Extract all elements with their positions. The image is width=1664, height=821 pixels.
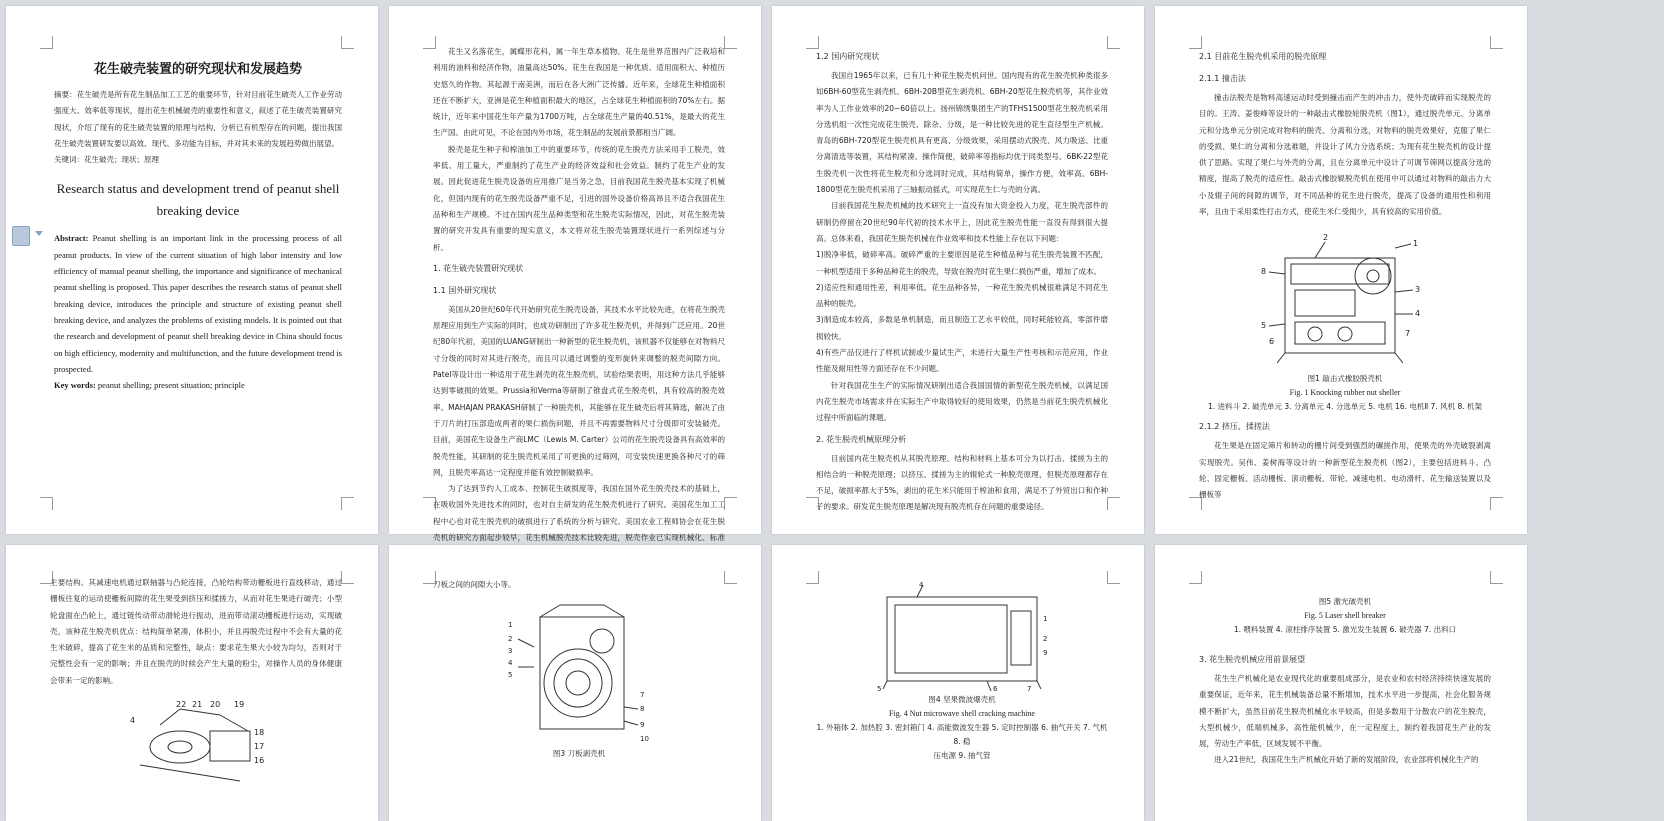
keywords-cn: 关键词：花生破壳；现状；原理 [54,155,159,165]
svg-text:10: 10 [640,735,649,744]
svg-text:9: 9 [1043,649,1048,657]
svg-text:2: 2 [508,635,513,644]
paragraph: 为了达到节约人工成本、控制花生破损度等，我国在国外花生脱壳技术的基础上，在吸收国外先进技术的同时，也对自主研发的花生脱壳机进行了研究。美国花生加工工程中心也对花生脱壳机的破损进行了系统的分析与研究。美国农业工程师协会在花生脱壳机的研究方面起步较早，花生机械脱壳技术比较先进，脱壳作业已实现机械化、标准 [433,484,725,543]
paragraph: 脱壳是花生种子和榨油加工中的重要环节，传统的花生脱壳方法采用手工脱壳，效率低、用工量大，严重制约了花生产业的经济效益和社会效益。制约了花生产业的发展。因此促进花生脱壳设备的应用推广是当务之急，目前我国花生脱壳基本实现了机械化，但国内现有的花生脱壳设备严重不足，引进的国外设备价格高昂且不适合我国花生品种和生产规模。不过在国内花生品种类型和花生脱壳实际情况，因此，对花生脱壳装置的研究开发具有重要的现实意义，本文将对花生脱壳装置现状进行一系列综述与分析。 [433,144,725,252]
svg-text:1: 1 [508,621,513,630]
crop-mark [1107,571,1120,584]
doc-page-3 [772,6,1144,534]
crop-mark [724,571,737,584]
paragraph: 花生又名落花生，属蝶形花科，属一年生草本植物。花生是世界范围内广泛栽培和利用的油料和经济作物，油量高达50%。花生在我国是一种优质、适用面积大、种植历史悠久的作物。其起源于南美洲，而后在各大洲广泛传播。近年来，全球花生种植面积还在不断扩大，亚洲是花生种植面积最大的地区，占全球花生种植面积的70%左右。据统计，近年来中国花生年产量为1700万吨，占全球花生产量的40.51%，是最大的花生生产国。由此可见，不论在国内外市场，花生制品的发展前景都相当广阔。 [433,47,725,138]
crop-mark [40,497,53,510]
paragraph: 我国自1965年以来，已有几十种花生脱壳机问世。国内现有的花生脱壳机种类很多如6BH-60型花生剥壳机、6BH-20B型花生剥壳机、6BH-20型花生脱壳机等，其作业效率为人工作业效率的20~60倍以上。扬州锦绣集团生产的TFHS1500型花生脱壳机采用分选机组一次性完成花生脱壳、除杂、分级，是一种比较先进的花生直径型生产机械。青岛的6BH-720型花生脱壳机具有更高、分级效果，采用摆动式脱壳、风力吸送、比重分离清选等装置，其结构紧凑、操作简便，破碎率等指标均优于同类型号。6BK-22型花生脱壳机一次性将花生脱壳和分选同时完成，其结构简单，操作方便，效率高。6BH-1800型花生脱壳机采用了三轴振动摇式，可实现花生仁与壳的分离。 [816,71,1108,195]
svg-text:5: 5 [877,685,882,693]
section-heading: 3. 花生脱壳机械应用前景展望 [1199,655,1306,664]
paragraph: 美国从20世纪60年代开始研究花生脱壳设备，其技术水平比较先进，在将花生脱壳原理应用到生产实际的同时，也成功研制出了许多花生脱壳机，并得到广泛应用。20世纪80年代初，美国的LUANG研制出一种新型的花生脱壳机，该机器不仅能够在对物料尺寸分级的同时对其进行脱壳，而且可以通过调整的变形旋转来调整的脱壳间隙方向。Patel等设计出一种适用于花生剥壳的花生脱壳机，试验结果表明，用这种方法几乎能够达到零破损的效果。Prussia和Verma等研制了锥盘式花生脱壳机，具有较高的脱壳效率。MAHAJAN PRAKASH研制了一种脱壳机，其能够在花生破壳后将其筛选，解决了由于刀片的打压部造成两者的果仁损伤问题，并且不再需要物料尺寸分级即可安装破壳。目前，美国花生设备生产商LMC（Lewis M. Carter）公司的花生脱壳设备具有高效率的脱壳性能，其研制的花生脱壳机采用了可更换的过筛网，可安装快速更换各种尺寸的筛网，且脱壳率高达一定程度并能有效控制破损率。 [433,304,725,477]
svg-text:5: 5 [1261,321,1267,331]
svg-text:18: 18 [254,728,265,738]
svg-text:17: 17 [254,742,265,752]
figure-2-peanut-sheller [120,695,270,785]
svg-text:7: 7 [1027,685,1032,693]
figure-5-caption-en: Fig. 5 Laser shell breaker [1304,611,1386,620]
svg-text:6: 6 [993,685,998,693]
paragraph: 目前国内花生脱壳机从其脱壳原理、结构和材料上基本可分为以打击、揉搓为主的相结合的一种脱壳原理；以挤压、揉搓为主的辊轮式一种脱壳原理，但脱壳原理都存在不足，破损率都大于5%，剥出的花生米只能用于榨油和食用，满足不了外贸出口和作种子的要求。研发花生脱壳原理是解决现有脱壳机存在问题的重要途径。 [816,453,1108,512]
crop-mark [1189,571,1202,584]
doc-page-8 [1155,545,1527,821]
figure-4-caption-cn: 图4 坚果微波爆壳机 [928,695,996,704]
figure-1-caption-cn: 图1 敲击式橡胶脱壳机 [1307,374,1383,384]
svg-text:8: 8 [1261,267,1267,277]
svg-text:9: 9 [640,721,645,730]
keywords-en-text: peanut shelling; present situation; principle [97,380,245,391]
paper-title-en: Research status and development trend of peanut shell breaking device [56,181,340,219]
figure-1-knocking-sheller [1255,228,1435,368]
section-heading: 1.2 国内研究现状 [816,52,880,61]
svg-text:5: 5 [508,671,513,680]
crop-mark [341,497,354,510]
svg-text:19: 19 [234,700,245,710]
keywords-en-label: Key words: [54,380,96,391]
figure-4-microwave-cracker [867,581,1057,693]
paragraph: 针对我国花生生产的实际情况研制出适合我国国情的新型花生脱壳机械，以满足国内花生脱壳市场需求并在实际生产中取得较好的使用效果，仍然是当前花生脱壳机械化过程中所面临的课题。 [816,380,1108,423]
keywords-en [54,377,342,393]
crop-mark [40,36,53,49]
svg-text:8: 8 [640,705,645,714]
paragraph: 撞击法脱壳是物料高速运动时受到撞击而产生的冲击力，使外壳破碎而实现脱壳的目的。王涛、姜俊峰等设计的一种敲击式橡胶轮脱壳机（图1），通过脱壳单元、分离单元和分选单元分别完成对物料的脱壳、分离和分选，对物料的脱壳效果好，克服了果仁的受损、果仁的分离和分选难题，并设计了风力分选系统；为现有花生脱壳机的设计提供了思路。实现了果仁与外壳的分离，且在分离单元中设计了可调节筛网以提高分选的精度，提高了脱壳的适应性。敲击式橡胶辊脱壳机在使用中可以通过对物料的敲击力大小及辊子间的间隙的调节，对不同品种的花生进行脱壳，提高了设备的通用性和利用率，且由于采用柔性打击方式，使花生米仁受损少，具有较高的实用价值。 [1199,93,1491,217]
paragraph: 目前我国花生脱壳机械的技术研究上一直没有加大资金投入力度，花生脱壳部件的研制仍停留在20世纪90年代初的技术水平上，因此花生脱壳性能一直没有得到很大提高。总体来看，我国花生脱壳机械在作业效率和技术性能上存在以下问题： [816,201,1108,243]
svg-text:6: 6 [1269,337,1275,347]
svg-text:2: 2 [1323,233,1329,243]
crop-mark [724,36,737,49]
figure-5-legend: 1. 喂料装置 4. 滚柱排序装置 5. 激光发生装置 6. 破壳器 7. 出料口 [1233,625,1457,634]
svg-text:21: 21 [192,700,203,710]
svg-text:1: 1 [1043,615,1048,623]
list-item: 4)有些产品仅进行了样机试制或少量试生产，未进行大量生产性考核和示范应用，作业性能及耐用性等方面还存在不少问题。 [816,348,1108,374]
svg-text:2: 2 [1043,635,1048,643]
figure-3-blade-sheller [504,597,654,745]
crop-mark [1490,36,1503,49]
svg-text:3: 3 [1415,285,1421,295]
list-item: 3)制造成本较高，多数是单机制造，而且制造工艺水平较低，同时耗能较高，零部件磨损较快。 [816,315,1108,341]
svg-text:22: 22 [176,700,187,710]
abstract-en-text: Peanut shelling is an important link in the processing process of all peanut products. In view of the current situation of high labor intensity and low efficiency of manual peanut shelling, the importance and significance of mechanical peanut shelling is proposed. This paper describes the research status of peanut shell breaking device, introduces the principle and structure of existing peanut shell breaking device, and analyzes the problems of existing models. It is pointed out that the research and development of peanut shell breaking device in China should focus on high efficiency, modernity and multifunction, and the future development trend is prospected. [54,233,342,374]
svg-text:1: 1 [1413,239,1419,249]
figure-1-legend: 1. 进料斗 2. 破壳单元 3. 分离单元 4. 分选单元 5. 电机 16. 电机Ⅱ 7. 风机 8. 机架 [1208,402,1482,412]
section-heading: 1.1 国外研究现状 [433,285,497,295]
svg-text:4: 4 [1415,309,1421,319]
crop-mark [1107,36,1120,49]
paragraph: 进入21世纪，我国花生生产机械化开始了新的发展阶段，农业部将机械化生产的 [1214,755,1479,765]
section-heading: 1. 花生破壳装置研究现状 [433,263,524,273]
section-heading: 2.1.2 挤压、揉搓法 [1199,422,1270,432]
figure-4-legend: 压电源 9. 抽气管 [933,751,991,760]
figure-3-caption-cn: 图3 刀板剥壳机 [552,749,606,759]
paragraph: 刀板之间的间隙大小等。 [433,580,516,589]
crop-mark [1490,571,1503,584]
crop-mark [1490,497,1503,510]
abstract-en [54,230,342,377]
figure-5-caption-cn: 图5 激光破壳机 [1318,597,1372,606]
doc-page-7 [772,545,1144,821]
crop-mark [724,497,737,510]
svg-text:7: 7 [640,691,645,700]
svg-text:4: 4 [919,581,924,589]
svg-text:4: 4 [508,659,513,668]
doc-page-2 [389,6,761,543]
doc-page-1 [6,6,378,534]
figure-1-caption-en: Fig. 1 Knocking rubber nut sheller [1289,388,1401,398]
abstract-en-label: Abstract: [54,233,89,244]
paragraph: 花生生产机械化是农业现代化的重要组成部分，是农业和农村经济持续快速发展的重要保证，近年来，花生机械装备总量不断增加，技术水平进一步提高，社会化服务规模不断扩大，虽然目前花生脱壳机械化水平较高，但是多数用于分散农户的花生脱壳，大型机械少，低端机械多，高性能机械少，在一定程度上，制约着我国花生产业的发展，劳动生产率低，区域发展不平衡。 [1199,674,1491,749]
doc-page-5 [6,545,378,821]
abstract-cn: 摘要：花生破壳是所有花生制品加工工艺的重要环节，针对目前花生破壳人工作业劳动强度大、效率低等现状，提出花生机械破壳的重要性和意义，叙述了花生破壳装置研究现状，介绍了现有的花生破壳装置的原理与结构，分析已有机型存在的问题，提出我国花生破壳装置研发要以高效、现代、多功能为目标，并对其未来的发展趋势做出展望。 [54,90,342,148]
crop-mark [341,571,354,584]
section-heading: 2.1.1 撞击法 [1199,74,1246,83]
crop-mark [1107,497,1120,510]
chevron-down-icon[interactable] [35,231,43,236]
list-item: 2)适应性和通用性差，利用率低。花生品种各异，一种花生脱壳机械很难满足不同花生品种的脱壳。 [816,282,1108,309]
svg-text:3: 3 [508,647,513,656]
svg-text:20: 20 [210,700,221,710]
svg-text:4: 4 [130,716,136,726]
figure-4-legend: 1. 外箱体 2. 加热腔 3. 密封箱门 4. 高能微波发生器 5. 定时控制器 6. 抽气开关 7. 气机 8. 稳 [816,723,1108,746]
doc-page-4 [1155,6,1527,534]
doc-page-6 [389,545,761,821]
crop-mark [341,36,354,49]
figure-4-caption-en: Fig. 4 Nut microwave shell cracking machine [889,709,1035,718]
list-item: 1)脱净率低，破碎率高。破碎严重的主要原因是花生种植品种与花生脱壳装置不匹配，一种机型适用于多种品种花生的脱壳，导致在脱壳时花生果仁损伤严重，增加了成本。 [816,250,1108,276]
svg-text:16: 16 [254,756,265,766]
paragraph: 主要结构。其减速电机通过联轴器与凸轮连接，凸轮结构带动栅板进行直线移动，通过栅板往复的运动使栅板间隙的花生果受到挤压和揉搓力，从而对花生果进行破壳；小型轮盘面在凸轮上，通过链传动带动滑轮进行振动，进而带动滚动栅板进行运动，实现破壳，该种花生脱壳机优点：结构简单紧凑，体积小，并且再脱壳过程中不会有大量的花生米破碎，提高了花生米的品质和完整性，缺点：要求花生果大小较为均匀，否则对于完整性会有一定的影响；并且在脱壳的时候会产生大量的粉尘，对操作人员的身体健康会带来一定的影响。 [50,578,342,685]
paper-title-cn: 花生破壳装置的研究现状和发展趋势 [93,62,302,77]
svg-text:7: 7 [1405,329,1411,339]
paragraph: 花生果是在固定筛片和转动的栅片间受到强烈的碾搓作用，使果壳的外壳破裂剥离实现脱壳。吴伟、姜树海等设计的一种新型花生脱壳机（图2），主要包括进料斗、凸轮、固定栅板、活动栅板、滚动栅板、带轮、减速电机、电动滑杆、花生输送装置以及栅板等 [1199,441,1491,500]
comment-icon[interactable] [12,226,30,246]
section-heading: 2. 花生脱壳机械原理分析 [816,434,907,444]
section-heading: 2.1 目前花生脱壳机采用的脱壳原理 [1199,52,1327,61]
